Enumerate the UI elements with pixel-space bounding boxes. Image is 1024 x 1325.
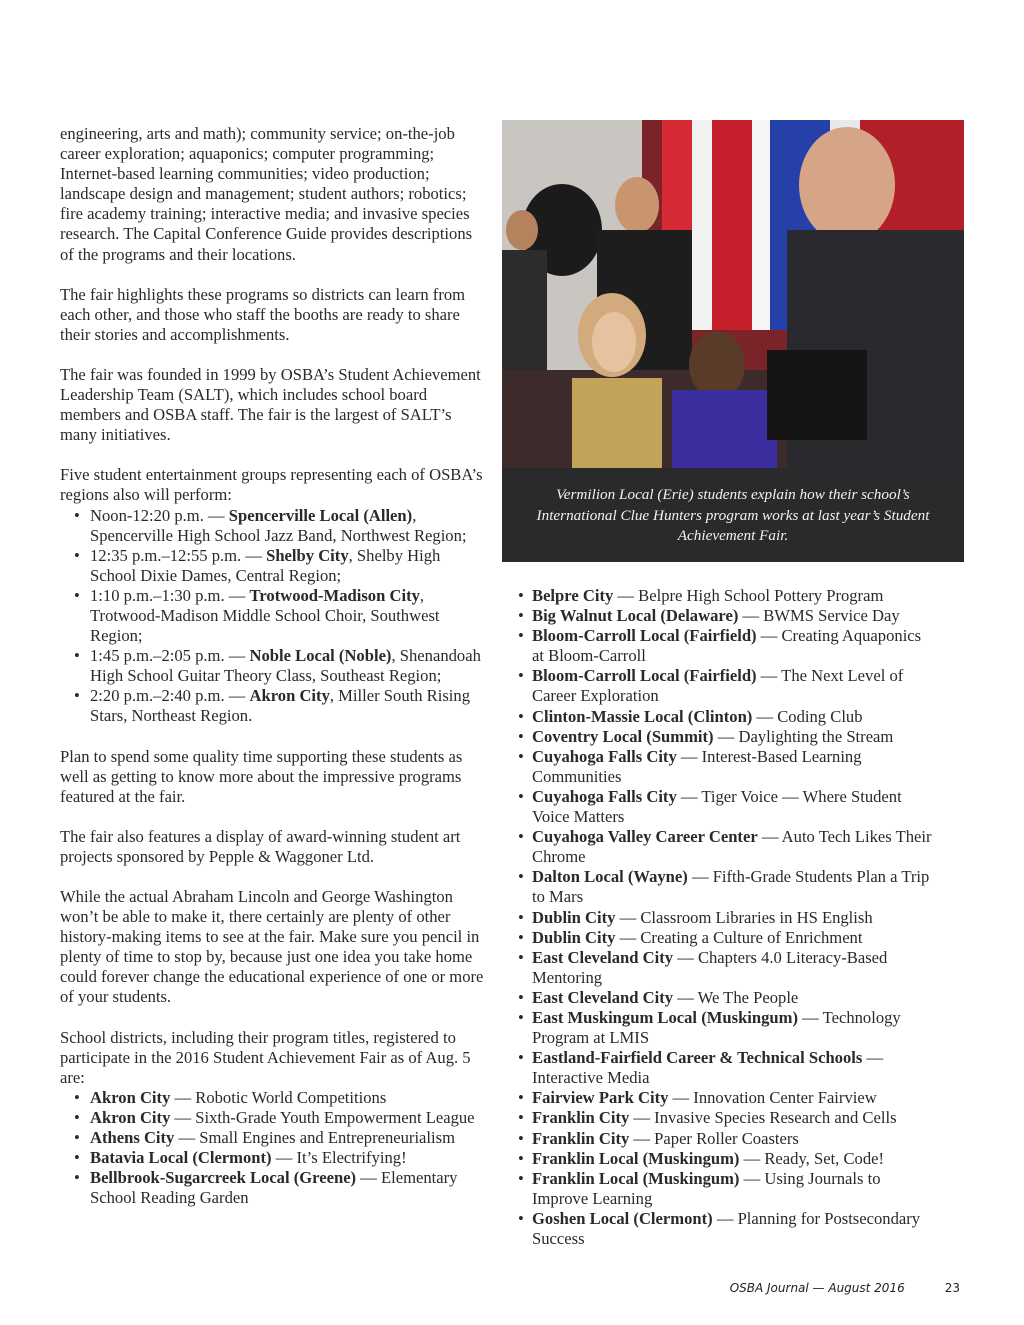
list-item: • Franklin Local (Muskingum) — Using Journals to Improve Learning <box>516 1169 936 1209</box>
photo-caption: Vermilion Local (Erie) students explain how their school’s International Clue Hunters program works at last year’s Student Achievement Fair. <box>502 468 964 562</box>
list-item: • 1:10 p.m.–1:30 p.m. — Trotwood-Madison City, Trotwood-Madison Middle School Choir, Southwest Region; <box>60 586 490 646</box>
list-item: • East Cleveland City — Chapters 4.0 Literacy-Based Mentoring <box>516 948 936 988</box>
list-item: • Franklin City — Paper Roller Coasters <box>516 1129 936 1149</box>
paragraph: School districts, including their program titles, registered to participate in the 2016 Student Achievement Fair as of Aug. 5 are: <box>60 1027 471 1087</box>
list-item: • East Muskingum Local (Muskingum) — Technology Program at LMIS <box>516 1008 936 1048</box>
list-item: • Cuyahoga Falls City — Tiger Voice — Where Student Voice Matters <box>516 787 936 827</box>
list-item: • Franklin City — Invasive Species Research and Cells <box>516 1108 936 1128</box>
list-item: • Akron City — Sixth-Grade Youth Empowerment League <box>60 1108 490 1128</box>
list-item: • 1:45 p.m.–2:05 p.m. — Noble Local (Noble), Shenandoah High School Guitar Theory Class, Southeast Region; <box>60 646 490 686</box>
list-item: • Franklin Local (Muskingum) — Ready, Set, Code! <box>516 1149 936 1169</box>
list-item: • Athens City — Small Engines and Entrepreneurialism <box>60 1128 490 1148</box>
page-number: 23 <box>944 1281 960 1295</box>
list-item: • Dalton Local (Wayne) — Fifth-Grade Students Plan a Trip to Mars <box>516 867 936 907</box>
list-item: • Dublin City — Creating a Culture of Enrichment <box>516 928 936 948</box>
list-item: • Big Walnut Local (Delaware) — BWMS Service Day <box>516 606 936 626</box>
list-item: • Goshen Local (Clermont) — Planning for Postsecondary Success <box>516 1209 936 1249</box>
left-column <box>60 124 490 1228</box>
list-item: • Cuyahoga Valley Career Center — Auto Tech Likes Their Chrome <box>516 827 936 867</box>
list-item: • Eastland-Fairfield Career & Technical Schools — Interactive Media <box>516 1048 936 1088</box>
page-footer <box>730 1281 960 1295</box>
performance-list <box>60 506 490 727</box>
list-item: • 2:20 p.m.–2:40 p.m. — Akron City, Miller South Rising Stars, Northeast Region. <box>60 686 490 726</box>
fair-photo-illustration <box>502 120 964 468</box>
list-item: • Belpre City — Belpre High School Pottery Program <box>516 586 936 606</box>
list-item: • Fairview Park City — Innovation Center Fairview <box>516 1088 936 1108</box>
list-item: • Noon-12:20 p.m. — Spencerville Local (Allen), Spencerville High School Jazz Band, Northwest Region; <box>60 506 490 546</box>
list-item: • Bloom-Carroll Local (Fairfield) — Creating Aquaponics at Bloom-Carroll <box>516 626 936 666</box>
paragraph: While the actual Abraham Lincoln and George Washington won’t be able to make it, there certainly are plenty of other history-making items to see at the fair. Make sure you pencil in plenty of time to stop by, because just one idea you take home could forever change the educational experience of one or more of your students. <box>60 887 484 1007</box>
journal-title: OSBA Journal — August 2016 <box>729 1281 905 1295</box>
program-list <box>516 586 936 1249</box>
fair-photo <box>502 120 964 468</box>
right-column <box>516 586 936 1269</box>
list-item: • Bellbrook-Sugarcreek Local (Greene) — Elementary School Reading Garden <box>60 1168 490 1208</box>
list-item: • East Cleveland City — We The People <box>516 988 936 1008</box>
paragraph: engineering, arts and math); community service; on-the-job career exploration; aquaponics; computer programming; Internet-based learning communities; video production; landscape design and management; student authors; robotics; fire academy training; interactive media; and invasive species research. The Capital Conference Guide provides descriptions of the programs and their locations. <box>60 124 473 264</box>
paragraph: The fair also features a display of award-winning student art projects sponsored by Pepple & Waggoner Ltd. <box>60 826 461 866</box>
list-item: • Batavia Local (Clermont) — It’s Electrifying! <box>60 1148 490 1168</box>
list-item: • Akron City — Robotic World Competitions <box>60 1088 490 1108</box>
paragraph: Plan to spend some quality time supporting these students as well as getting to know more about the impressive programs featured at the fair. <box>60 746 463 806</box>
paragraph: Five student entertainment groups representing each of OSBA’s regions also will perform: <box>60 465 483 505</box>
list-item: • Bloom-Carroll Local (Fairfield) — The Next Level of Career Exploration <box>516 666 936 706</box>
list-item: • Cuyahoga Falls City — Interest-Based Learning Communities <box>516 747 936 787</box>
list-item: • 12:35 p.m.–12:55 p.m. — Shelby City, Shelby High School Dixie Dames, Central Region; <box>60 546 490 586</box>
paragraph: The fair highlights these programs so districts can learn from each other, and those who staff the booths are ready to share their stories and accomplishments. <box>60 284 466 344</box>
list-item: • Clinton-Massie Local (Clinton) — Coding Club <box>516 707 936 727</box>
paragraph: The fair was founded in 1999 by OSBA’s Student Achievement Leadership Team (SALT), which includes school board members and OSBA staff. The fair is the largest of SALT’s many initiatives. <box>60 364 481 445</box>
list-item: • Dublin City — Classroom Libraries in HS English <box>516 908 936 928</box>
list-item: • Coventry Local (Summit) — Daylighting the Stream <box>516 727 936 747</box>
program-list <box>60 1088 490 1209</box>
